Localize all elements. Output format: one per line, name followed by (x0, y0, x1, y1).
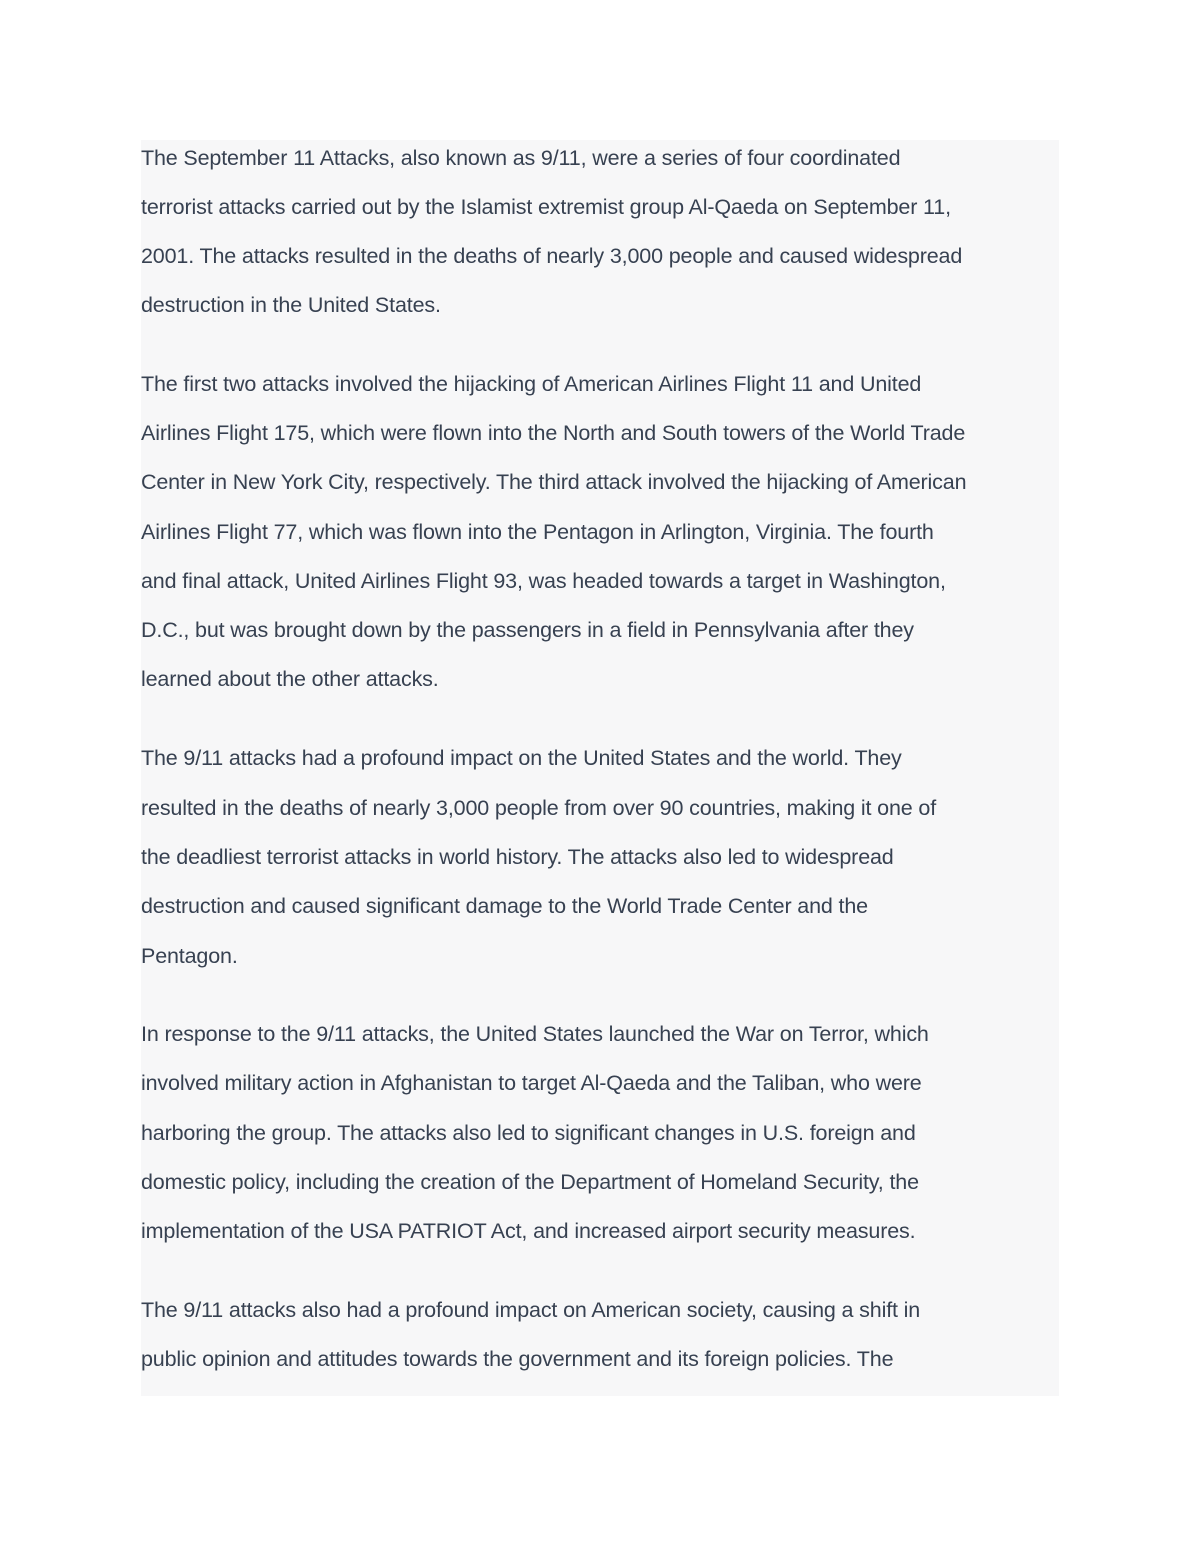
paragraph-3-line-2: resulted in the deaths of nearly 3,000 people from over 90 countries, making it one of (141, 796, 937, 820)
paragraph-3-line-3: the deadliest terrorist attacks in world history. The attacks also led to widespread (141, 845, 894, 869)
paragraph-4-line-3: harboring the group. The attacks also led to significant changes in U.S. foreign and (141, 1121, 916, 1145)
paragraph-2-line-7: learned about the other attacks. (141, 667, 439, 691)
paragraph-3-line-1: The 9/11 attacks had a profound impact on the United States and the world. They (141, 746, 902, 770)
paragraph-2-line-3: Center in New York City, respectively. The third attack involved the hijacking of American (141, 470, 967, 494)
paragraph-4-line-4: domestic policy, including the creation of the Department of Homeland Security, the (141, 1170, 919, 1194)
paragraph-2-line-5: and final attack, United Airlines Flight 93, was headed towards a target in Washington, (141, 569, 946, 593)
paragraph-2-line-2: Airlines Flight 175, which were flown into the North and South towers of the World Trade (141, 421, 966, 445)
paragraph-2-line-6: D.C., but was brought down by the passengers in a field in Pennsylvania after they (141, 618, 914, 642)
paragraph-1-line-1: The September 11 Attacks, also known as 9/11, were a series of four coordinated (141, 146, 901, 170)
paragraph-4-line-1: In response to the 9/11 attacks, the United States launched the War on Terror, which (141, 1022, 929, 1046)
paragraph-1-line-3: 2001. The attacks resulted in the deaths of nearly 3,000 people and caused widespread (141, 244, 963, 268)
paragraph-4-line-2: involved military action in Afghanistan to target Al-Qaeda and the Taliban, who were (141, 1071, 922, 1095)
paragraph-1-line-4: destruction in the United States. (141, 293, 441, 317)
paragraph-4-line-5: implementation of the USA PATRIOT Act, and increased airport security measures. (141, 1219, 916, 1243)
text-block (141, 140, 1059, 1396)
paragraph-3-line-4: destruction and caused significant damage to the World Trade Center and the (141, 894, 868, 918)
paragraph-1-line-2: terrorist attacks carried out by the Islamist extremist group Al-Qaeda on September 11, (141, 195, 951, 219)
paragraph-2-line-4: Airlines Flight 77, which was flown into the Pentagon in Arlington, Virginia. The fourth (141, 520, 934, 544)
paragraph-5-line-1: The 9/11 attacks also had a profound impact on American society, causing a shift in (141, 1298, 921, 1322)
paragraph-2-line-1: The first two attacks involved the hijacking of American Airlines Flight 11 and United (141, 372, 922, 396)
paragraph-5-line-2: public opinion and attitudes towards the government and its foreign policies. The (141, 1347, 894, 1371)
paragraph-3-line-5: Pentagon. (141, 944, 238, 968)
